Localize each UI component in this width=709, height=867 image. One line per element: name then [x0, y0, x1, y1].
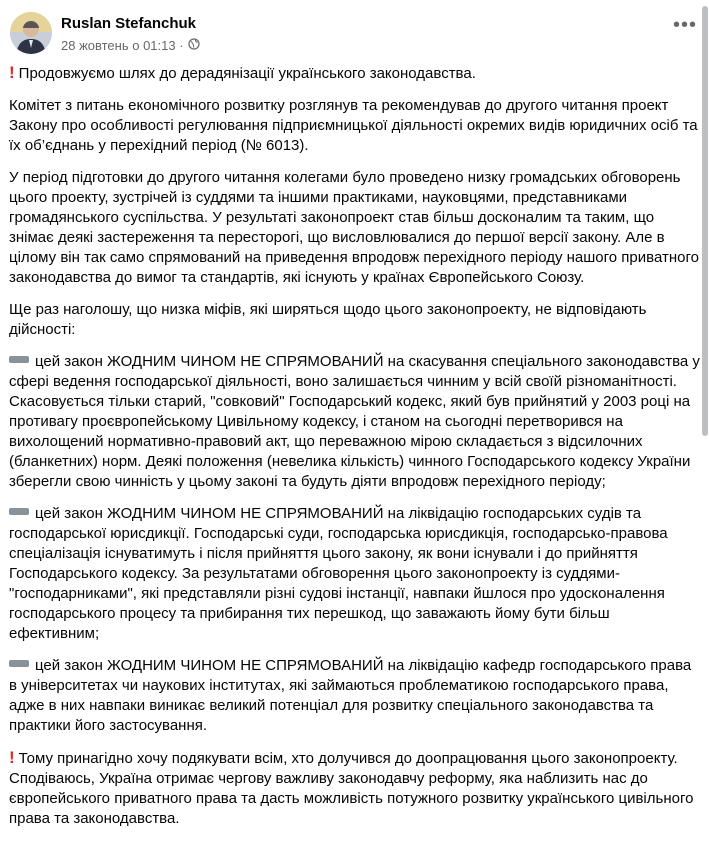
more-options-icon[interactable]: •••	[672, 14, 697, 36]
paragraph-text: цей закон ЖОДНИМ ЧИНОМ НЕ СПРЯМОВАНИЙ на скасування спеціального законодавства у сфері ведення господарської діяльності, воно залишається чинним у всій своїй різноманітності. Скасовується тільки старий, "совковий" Господарський кодекс, який був прийнятий у 2003 році на противагу проєвропейському Цивільному кодексу, і станом на сьогодні перетворився на вихолощений нормативно-правовий акт, що переважною мірою складається з відсилочних (бланкетних) норм. Деякі положення (невелика кількість) чинного Господарського кодексу України зберегли свою чинність у цьому законі та будуть діяти впродовж перехідного періоду;	[9, 353, 700, 490]
post-paragraph	[9, 504, 703, 644]
exclamation-icon: !	[9, 63, 15, 82]
paragraph-text: цей закон ЖОДНИМ ЧИНОМ НЕ СПРЯМОВАНИЙ на ліквідацію господарських судів та господарської юрисдикції. Господарські суди, господарська юрисдикція, господарсько-правова спеціалізація існуватимуть і після прийняття цього закону, як вони існували і до прийняття Господарського кодексу. За результатами обговорення цього законопроекту із суддями-"господарниками", які представляли різні судові інстанції, навпаки йшлося про удосконалення господарського процесу та прибирання тих перешкод, що заважають йому бути більш ефективним;	[9, 505, 668, 642]
post-paragraph	[9, 63, 703, 84]
post-paragraph	[9, 352, 703, 492]
paragraph-text: Ще раз наголошу, що низка міфів, які ширяться щодо цього законопроекту, не відповідають дійсності:	[9, 301, 647, 338]
avatar-image	[10, 12, 52, 54]
post-paragraph	[9, 300, 703, 340]
post-paragraph	[9, 656, 703, 736]
paragraph-text: Комітет з питань економічного розвитку розглянув та рекомендував до другого читання проект Закону про особливості регулювання підприємницької діяльності окремих видів юридичних осіб та їх об’єднань у перехідний період (№ 6013).	[9, 97, 698, 154]
author-name[interactable]: Ruslan Stefanchuk	[61, 15, 197, 32]
dash-icon	[9, 356, 29, 363]
post-paragraph	[9, 748, 703, 829]
globe-icon	[188, 38, 200, 53]
scrollbar[interactable]	[702, 6, 708, 436]
dash-icon	[9, 660, 29, 667]
dash-icon	[9, 508, 29, 515]
post-paragraph	[9, 168, 703, 288]
post-body	[9, 63, 703, 841]
post-timestamp[interactable]: 28 жовтень о 01:13 ·	[61, 38, 184, 53]
paragraph-text: Продовжуємо шлях до дерадянізації українського законодавства.	[18, 65, 476, 82]
paragraph-text: У період підготовки до другого читання колегами було проведено низку громадських обговорень цього проекту, зустрічей із суддями та іншими практиками, науковцями, представниками громадянського суспільства. У результаті законопроект став більш досконалим та таким, що знімає деякі застереження та пересторогі, що висловлювалися до першої версії закону. Але в цілому він так само спрямований на приведення впродовж перехідного періоду нашого приватного законодавства до вимог та стандартів, які існують у країнах Європейського Союзу.	[9, 169, 699, 286]
avatar[interactable]	[10, 12, 52, 54]
exclamation-icon: !	[9, 748, 15, 767]
paragraph-text: Тому принагідно хочу подякувати всім, хто долучився до доопрацювання цього законопроекту. Сподіваюсь, Україна отримає чергову важливу законодавчу реформу, яка наблизить нас до європейського приватного права та дасть можливість потужного розвитку українського цивільного права та законодавства.	[9, 750, 694, 827]
post-paragraph	[9, 96, 703, 156]
paragraph-text: цей закон ЖОДНИМ ЧИНОМ НЕ СПРЯМОВАНИЙ на ліквідацію кафедр господарського права в університетах чи наукових інститутах, які займаються проблематикою господарського права, адже в них навпаки виникає великий потенціал для розвитку спеціального законодавства та практики його застосування.	[9, 657, 692, 734]
post-meta	[61, 38, 200, 53]
post-header	[10, 12, 700, 58]
